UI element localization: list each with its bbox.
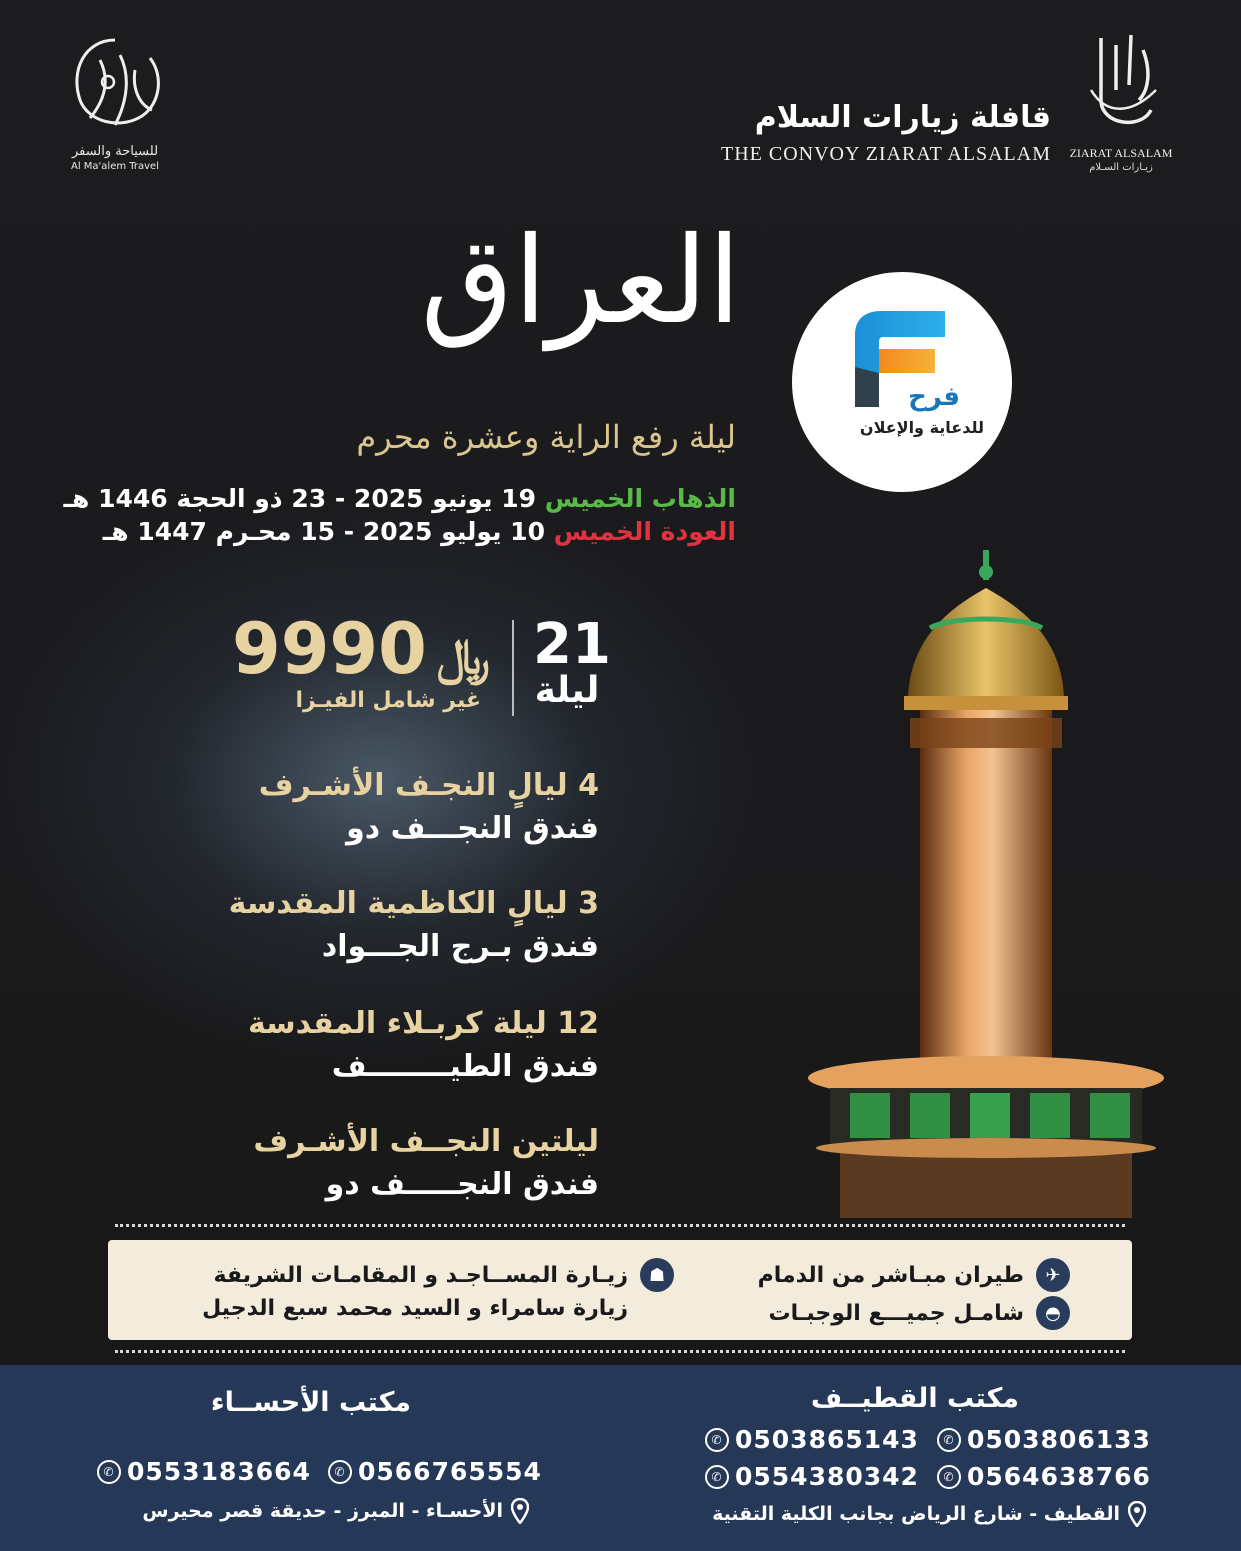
convoy-name-en: THE CONVOY ZIARAT ALSALAM bbox=[721, 143, 1051, 165]
ziarat-calligraphy-icon bbox=[1071, 30, 1171, 140]
departure-label: الذهاب الخميس bbox=[544, 484, 736, 513]
page-subtitle: ليلة رفع الراية وعشرة محرم bbox=[356, 418, 736, 456]
ziarat-alsalam-logo bbox=[1056, 30, 1186, 173]
itinerary-city: 4 ليالٍ النجـف الأشـرف bbox=[258, 768, 599, 803]
feature-flight-text: طيران مبـاشر من الدمام bbox=[757, 1262, 1024, 1288]
feature-samarra bbox=[202, 1296, 628, 1321]
ahsa-office-title: مكتب الأحســاء bbox=[210, 1387, 411, 1418]
almaalem-name-ar: للسياحة والسفر bbox=[71, 144, 159, 159]
qatif-phone[interactable]: ✆ 0503806133 bbox=[937, 1425, 1151, 1454]
location-pin-icon bbox=[1128, 1501, 1146, 1527]
whatsapp-icon: ✆ bbox=[937, 1465, 961, 1489]
price-value: 9990 bbox=[232, 608, 427, 690]
nights-count: 21 bbox=[533, 612, 611, 677]
currency-symbol: ﷼ bbox=[436, 629, 490, 685]
return-label: العودة الخميس bbox=[553, 517, 736, 546]
price-note: غير شامل الفيـزا bbox=[295, 688, 481, 713]
ziarat-name-ar: زيـارات السـلام bbox=[1089, 162, 1153, 173]
itinerary-item bbox=[179, 886, 599, 964]
mosque-icon: ☗ bbox=[640, 1258, 674, 1292]
itinerary-city: 12 ليلة كربـلاء المقدسة bbox=[247, 1006, 599, 1041]
minaret-image bbox=[800, 548, 1200, 1238]
sponsor-name: فرح bbox=[908, 382, 960, 412]
feature-mosques-text: زيـارة المســاجـد و المقامـات الشريفة bbox=[213, 1262, 628, 1288]
qatif-office-title: مكتب القطيــف bbox=[810, 1383, 1019, 1414]
page-title: العراق bbox=[420, 212, 741, 351]
ahsa-phone[interactable]: ✆ 0553183664 bbox=[97, 1457, 311, 1486]
itinerary-city: ليلتين النجــف الأشـرف bbox=[253, 1124, 599, 1159]
itinerary-city: 3 ليالٍ الكاظمية المقدسة bbox=[228, 886, 599, 921]
qatif-phone[interactable]: ✆ 0503865143 bbox=[705, 1425, 919, 1454]
itinerary-hotel: فندق النجـــــف دو bbox=[325, 1167, 599, 1202]
qatif-phone[interactable]: ✆ 0554380342 bbox=[705, 1462, 919, 1491]
itinerary-item bbox=[179, 1006, 599, 1084]
almaalem-name-en: Al Ma'alem Travel bbox=[70, 161, 159, 172]
sponsor-badge bbox=[792, 272, 1012, 492]
whatsapp-icon: ✆ bbox=[937, 1428, 961, 1452]
sponsor-tagline: للدعاية والإعلان bbox=[859, 418, 984, 437]
itinerary-item bbox=[179, 768, 599, 846]
feature-meals-text: شامـل جميـــع الوجبـات bbox=[768, 1300, 1024, 1326]
convoy-name-ar: قافلة زيارات السلام bbox=[754, 100, 1051, 135]
whatsapp-icon: ✆ bbox=[328, 1460, 352, 1484]
almaalem-calligraphy-icon bbox=[60, 30, 170, 140]
departure-line bbox=[64, 484, 737, 513]
return-line bbox=[103, 517, 736, 546]
separator-bottom bbox=[115, 1350, 1125, 1353]
feature-samarra-text: زيارة سامراء و السيد محمد سبع الدجيل bbox=[202, 1296, 628, 1321]
price-divider bbox=[512, 620, 514, 716]
food-dome-icon: ◓ bbox=[1036, 1296, 1070, 1330]
nights-label: ليلة bbox=[534, 670, 600, 711]
airplane-icon: ✈ bbox=[1036, 1258, 1070, 1292]
whatsapp-icon: ✆ bbox=[97, 1460, 121, 1484]
ahsa-address: الأحسـاء - المبرز - حديقة قصر محيرس bbox=[142, 1498, 529, 1524]
whatsapp-icon: ✆ bbox=[705, 1428, 729, 1452]
departure-date: 19 يونيو 2025 - 23 ذو الحجة 1446 هـ bbox=[63, 484, 537, 513]
almaalem-logo bbox=[55, 30, 175, 172]
itinerary-hotel: فندق النجـــف دو bbox=[346, 811, 599, 846]
location-pin-icon bbox=[511, 1498, 529, 1524]
qatif-address: القطيف - شارع الرياض بجانب الكلية التقنية bbox=[712, 1501, 1146, 1527]
separator-top bbox=[115, 1224, 1125, 1227]
feature-meals bbox=[769, 1296, 1070, 1330]
itinerary-item bbox=[179, 1124, 599, 1202]
ziarat-name-en: ZIARAT ALSALAM bbox=[1069, 146, 1173, 160]
footer bbox=[0, 1365, 1241, 1551]
package-price bbox=[232, 608, 490, 690]
features-box bbox=[108, 1240, 1132, 1340]
return-date: 10 يوليو 2025 - 15 محـرم 1447 هـ bbox=[102, 517, 545, 546]
ahsa-phone[interactable]: ✆ 0566765554 bbox=[328, 1457, 542, 1486]
itinerary-hotel: فندق الطيــــــــف bbox=[331, 1049, 599, 1084]
feature-flight bbox=[758, 1258, 1070, 1292]
qatif-phone[interactable]: ✆ 0564638766 bbox=[937, 1462, 1151, 1491]
whatsapp-icon: ✆ bbox=[705, 1465, 729, 1489]
feature-mosques bbox=[214, 1258, 674, 1292]
itinerary-hotel: فندق بـرج الجـــواد bbox=[321, 929, 599, 964]
